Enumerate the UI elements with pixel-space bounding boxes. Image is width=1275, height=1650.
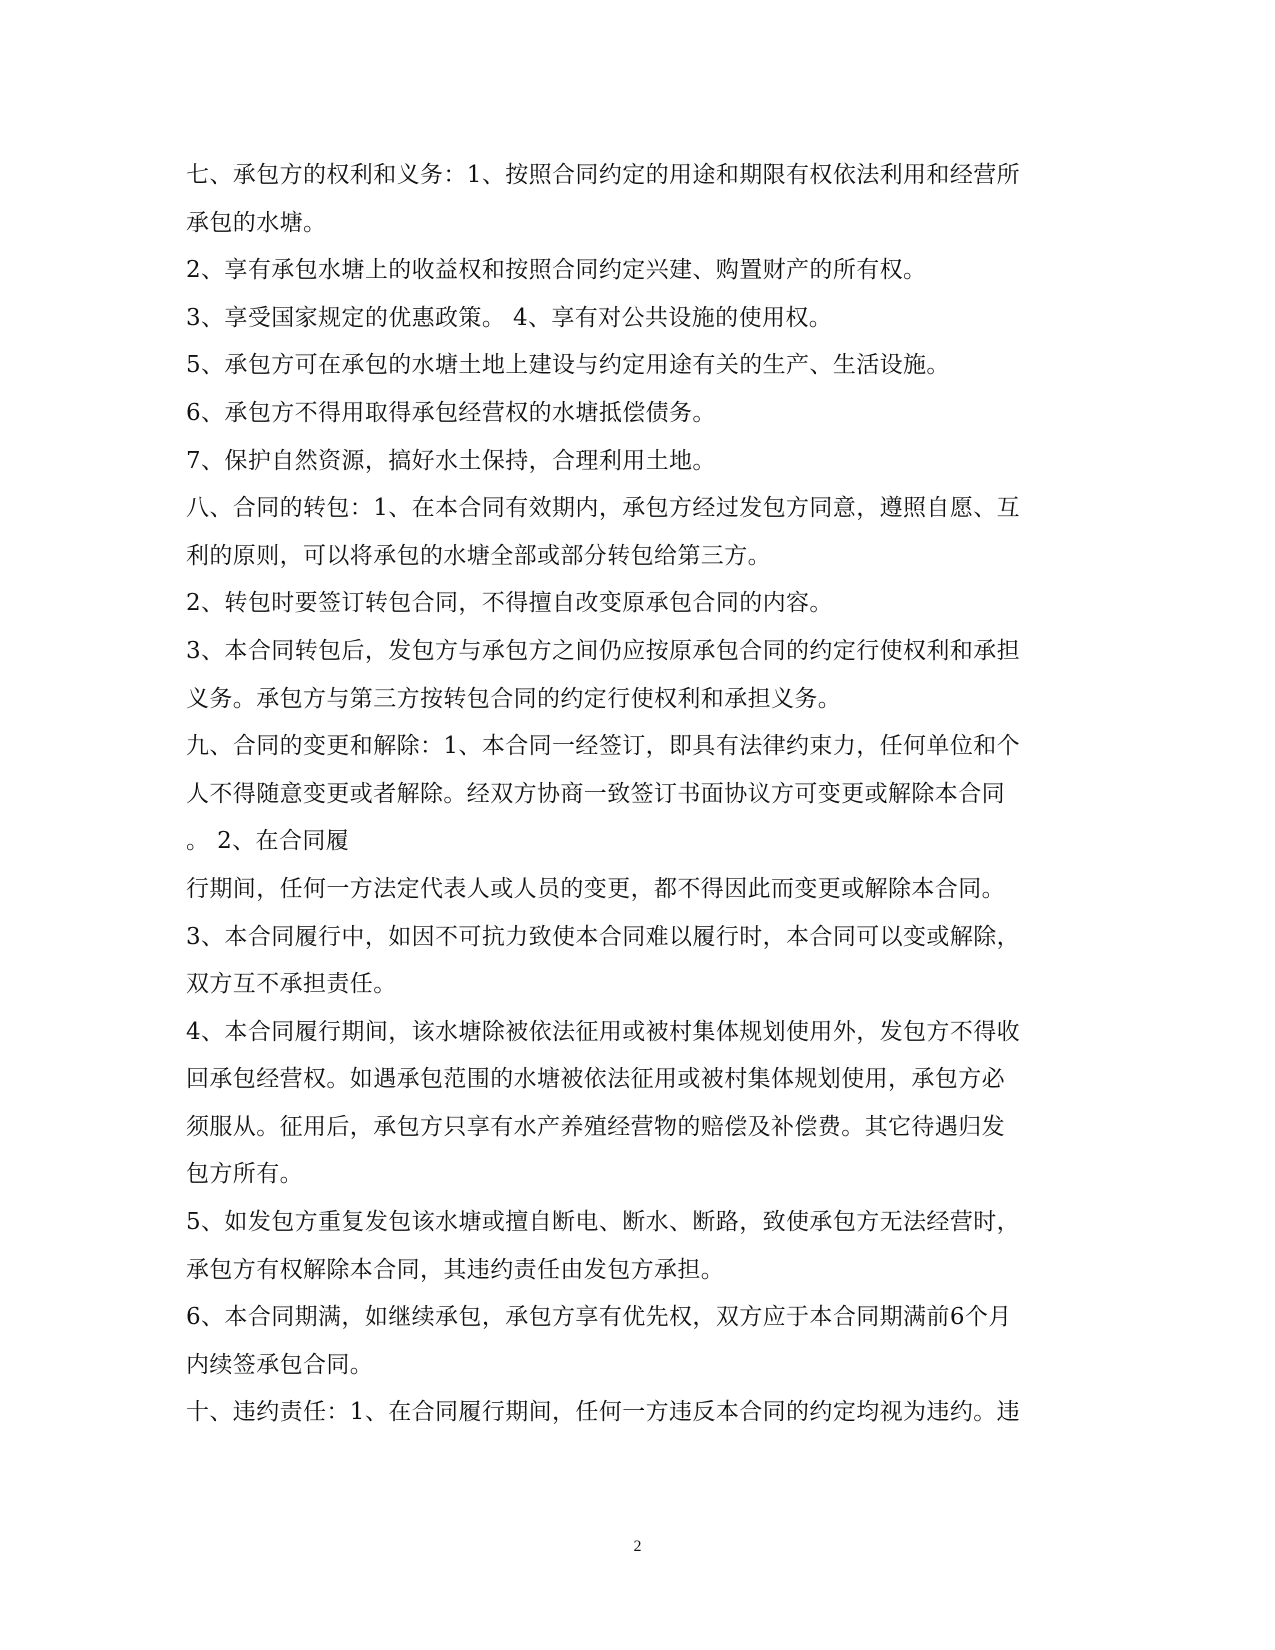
- text-line: 承包方有权解除本合同，其违约责任由发包方承担。: [186, 1256, 725, 1283]
- text-line: 行期间，任何一方法定代表人或人员的变更，都不得因此而变更或解除本合同。: [186, 875, 1005, 902]
- text-line: 2、转包时要签订转包合同，不得擅自改变原承包合同的内容。: [186, 590, 833, 617]
- text-line: 十、违约责任：1、在合同履行期间，任何一方违反本合同的约定均视为违约。违: [186, 1399, 1021, 1426]
- text-line: 6、本合同期满，如继续承包，承包方享有优先权，双方应于本合同期满前6个月: [186, 1304, 1012, 1331]
- text-line: 5、承包方可在承包的水塘土地上建设与约定用途有关的生产、生活设施。: [186, 352, 950, 379]
- text-line: 须服从。征用后，承包方只享有水产养殖经营物的赔偿及补偿费。其它待遇归发: [186, 1113, 1005, 1140]
- text-line: 承包的水塘。: [186, 209, 327, 236]
- text-line: 4、本合同履行期间，该水塘除被依法征用或被村集体规划使用外，发包方不得收: [186, 1018, 1021, 1045]
- text-line: 利的原则，可以将承包的水塘全部或部分转包给第三方。: [186, 542, 771, 569]
- text-line: 义务。承包方与第三方按转包合同的约定行使权利和承担义务。: [186, 685, 842, 712]
- text-line: 7、保护自然资源，搞好水土保持，合理利用土地。: [186, 447, 716, 474]
- text-line: 包方所有。: [186, 1161, 303, 1188]
- text-line: 5、如发包方重复发包该水塘或擅自断电、断水、断路，致使承包方无法经营时，: [186, 1209, 1021, 1236]
- text-line: 人不得随意变更或者解除。经双方协商一致签订书面协议方可变更或解除本合同: [186, 780, 1005, 807]
- text-line: 内续签承包合同。: [186, 1351, 374, 1378]
- text-line: 。 2、在合同履: [186, 828, 350, 855]
- text-line: 3、本合同履行中，如因不可抗力致使本合同难以履行时，本合同可以变或解除，: [186, 923, 1021, 950]
- page-number: 2: [633, 1538, 642, 1555]
- document-body: [186, 152, 1096, 1437]
- text-line: 双方互不承担责任。: [186, 971, 397, 998]
- text-line: 七、承包方的权利和义务：1、按照合同约定的用途和期限有权依法利用和经营所: [186, 162, 1021, 188]
- text-line: 回承包经营权。如遇承包范围的水塘被依法征用或被村集体规划使用，承包方必: [186, 1066, 1005, 1093]
- text-line: 九、合同的变更和解除：1、本合同一经签订，即具有法律约束力，任何单位和个: [186, 733, 1021, 760]
- text-line: 3、本合同转包后，发包方与承包方之间仍应按原承包合同的约定行使权利和承担: [186, 637, 1021, 664]
- text-line: 6、承包方不得用取得承包经营权的水塘抵偿债务。: [186, 399, 716, 426]
- text-line: 八、合同的转包：1、在本合同有效期内，承包方经过发包方同意，遵照自愿、互: [186, 495, 1021, 522]
- text-line: 3、享受国家规定的优惠政策。 4、享有对公共设施的使用权。: [186, 304, 833, 331]
- text-line: 2、享有承包水塘上的收益权和按照合同约定兴建、购置财产的所有权。: [186, 257, 927, 284]
